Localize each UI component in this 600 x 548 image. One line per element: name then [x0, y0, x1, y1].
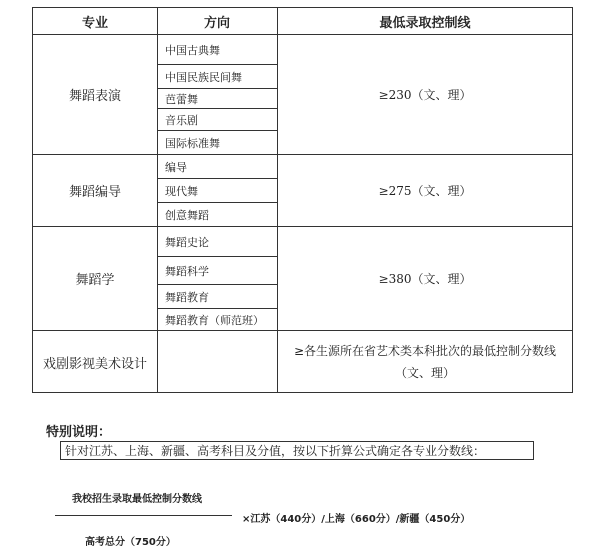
- direction-cell: 中国民族民间舞: [165, 70, 242, 84]
- direction-cell: 编导: [165, 160, 187, 174]
- fraction-bar: [55, 515, 232, 516]
- notes-title: 特别说明：: [46, 425, 112, 440]
- major-cell: 舞蹈表演: [68, 89, 121, 104]
- column-divider: [157, 8, 158, 392]
- formula-factor: ×江苏（440分）/上海（660分）/新疆（450分）: [242, 514, 471, 525]
- direction-cell: 国际标准舞: [165, 136, 220, 150]
- formula-denominator: 高考总分（750分）: [85, 537, 176, 548]
- score-cell: [277, 331, 573, 393]
- major-cell: 舞蹈编导: [68, 185, 121, 200]
- header-major: 专业: [81, 15, 108, 31]
- direction-cell: 舞蹈科学: [165, 264, 209, 278]
- direction-cell: 舞蹈史论: [165, 235, 209, 249]
- major-cell: 舞蹈学: [75, 273, 115, 288]
- major-cell: 戏剧影视美术设计: [42, 356, 147, 372]
- direction-cell: 舞蹈教育: [165, 290, 209, 304]
- admission-score-table: [32, 7, 573, 393]
- score-cell: ≥275（文、理）: [378, 184, 472, 198]
- direction-cell: 音乐剧: [165, 113, 198, 127]
- score-line: （文、理）: [394, 366, 455, 380]
- direction-cell: 芭蕾舞: [165, 92, 198, 106]
- header-direction: 方向: [203, 15, 230, 31]
- header-score: 最低录取控制线: [379, 15, 471, 31]
- score-cell: ≥230（文、理）: [378, 88, 472, 102]
- direction-cell: 舞蹈教育（师范班）: [165, 313, 264, 327]
- direction-cell: 中国古典舞: [165, 43, 220, 57]
- notes-box: 针对江苏、上海、新疆、高考科目及分值，按以下折算公式确定各专业分数线：: [60, 441, 534, 460]
- formula-numerator: 我校招生录取最低控制分数线: [72, 494, 202, 505]
- score-line: ≥各生源所在省艺术类本科批次的最低控制分数线: [293, 344, 557, 358]
- score-cell: ≥380（文、理）: [378, 272, 472, 286]
- direction-cell: 创意舞蹈: [165, 208, 209, 222]
- direction-cell: 现代舞: [165, 184, 198, 198]
